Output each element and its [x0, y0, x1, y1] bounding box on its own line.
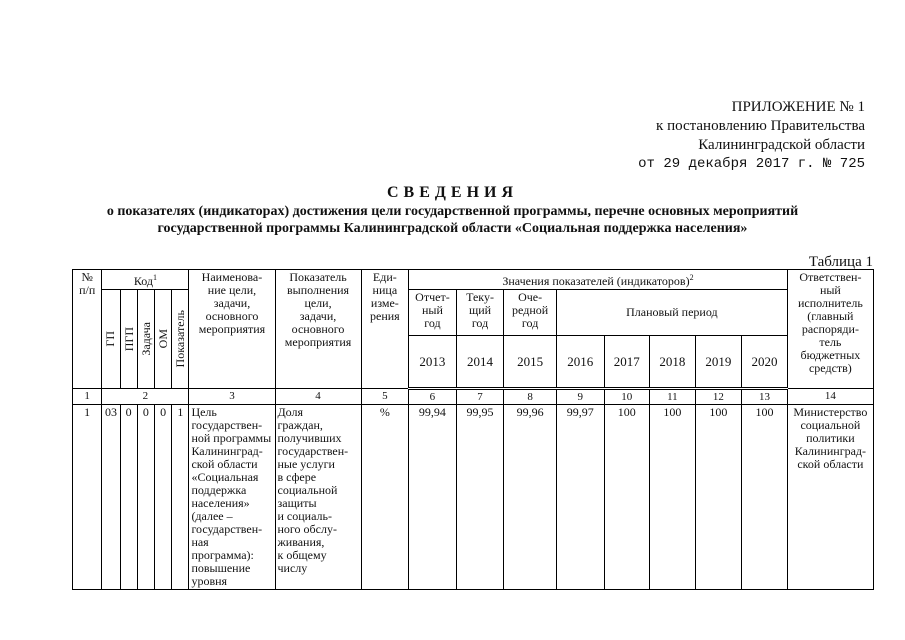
code-pgp: ПГП [120, 290, 137, 389]
row-code-task: 0 [137, 405, 154, 590]
col-number: 2 [102, 389, 189, 405]
col-number: 14 [787, 389, 873, 405]
header-next-year: Оче- редной год [504, 290, 557, 336]
title-heading: СВЕДЕНИЯ [386, 184, 519, 201]
row-value: 99,96 [504, 405, 557, 590]
col-number: 9 [556, 389, 604, 405]
header-code: Код$^1$ [102, 270, 189, 290]
row-unit: % [361, 405, 409, 590]
row-code-indicator: 1 [172, 405, 189, 590]
code-task: Задача [137, 290, 154, 389]
header-plan-period: Плановый период [556, 290, 787, 336]
row-name: Цель государствен- ной программы Калининград- ской области «Социальная поддержка населения» (далее – государствен- ная программа): повышение уровня [189, 405, 275, 590]
row-value: 99,95 [456, 405, 504, 590]
header-current-year: Теку- щий год [456, 290, 504, 336]
year-cell: 2016 [556, 336, 604, 389]
col-number: 12 [695, 389, 742, 405]
year-cell: 2020 [742, 336, 788, 389]
appendix-date: от 29 декабря 2017 г. № 725 [638, 156, 865, 172]
row-executor: Министерство социальной политики Калининград- ской области [787, 405, 873, 590]
row-code-pgp: 0 [120, 405, 137, 590]
indicators-table [72, 269, 874, 590]
year-cell: 2018 [650, 336, 696, 389]
table-row [73, 405, 874, 590]
row-value: 100 [742, 405, 788, 590]
col-number: 13 [742, 389, 788, 405]
appendix-header [638, 98, 865, 174]
header-values: Значения показателей (индикаторов)$^2$ [409, 270, 788, 290]
year-cell: 2017 [604, 336, 650, 389]
header-unit: Еди- ница изме- рения [361, 270, 409, 389]
col-number: 3 [189, 389, 275, 405]
year-cell: 2015 [504, 336, 557, 389]
header-indicator: Показатель выполнения цели, задачи, основного мероприятия [275, 270, 361, 389]
col-number: 11 [650, 389, 696, 405]
table-label: Таблица 1 [808, 254, 873, 270]
row-value: 99,97 [556, 405, 604, 590]
title-line-2: государственной программы Калининградской области «Социальная поддержка населения» [157, 221, 748, 236]
col-number: 4 [275, 389, 361, 405]
code-om: ОМ [154, 290, 171, 389]
header-name: Наименова- ние цели, задачи, основного мероприятия [189, 270, 275, 389]
col-number: 7 [456, 389, 504, 405]
year-cell: 2013 [409, 336, 457, 389]
year-cell: 2014 [456, 336, 504, 389]
row-indicator: Доля граждан, получивших государствен- ные услуги в сфере социальной защиты и социаль- ного обслу- живания, к общему числу [275, 405, 361, 590]
code-indicator: Показатель [172, 290, 189, 389]
col-number: 8 [504, 389, 557, 405]
col-number: 5 [361, 389, 409, 405]
code-gp: ГП [102, 290, 120, 389]
appendix-title: ПРИЛОЖЕНИЕ № 1 [731, 99, 865, 115]
col-number: 6 [409, 389, 457, 405]
document-title [0, 183, 905, 237]
header-num: № п/п [73, 270, 102, 389]
col-number: 10 [604, 389, 650, 405]
row-num: 1 [73, 405, 102, 590]
title-line-1: о показателях (индикаторах) достижения цели государственной программы, перечне основных мероприятий [106, 204, 799, 219]
row-code-om: 0 [154, 405, 171, 590]
header-executor: Ответствен- ный исполнитель (главный распоряди- тель бюджетных средств) [787, 270, 873, 389]
col-number: 1 [73, 389, 102, 405]
appendix-resolution: к постановлению Правительства [656, 118, 865, 134]
row-value: 100 [604, 405, 650, 590]
appendix-region: Калининградской области [698, 137, 865, 153]
row-code-gp: 03 [102, 405, 120, 590]
header-report-year: Отчет- ный год [409, 290, 457, 336]
row-value: 100 [650, 405, 696, 590]
year-cell: 2019 [695, 336, 742, 389]
row-value: 100 [695, 405, 742, 590]
row-value: 99,94 [409, 405, 457, 590]
